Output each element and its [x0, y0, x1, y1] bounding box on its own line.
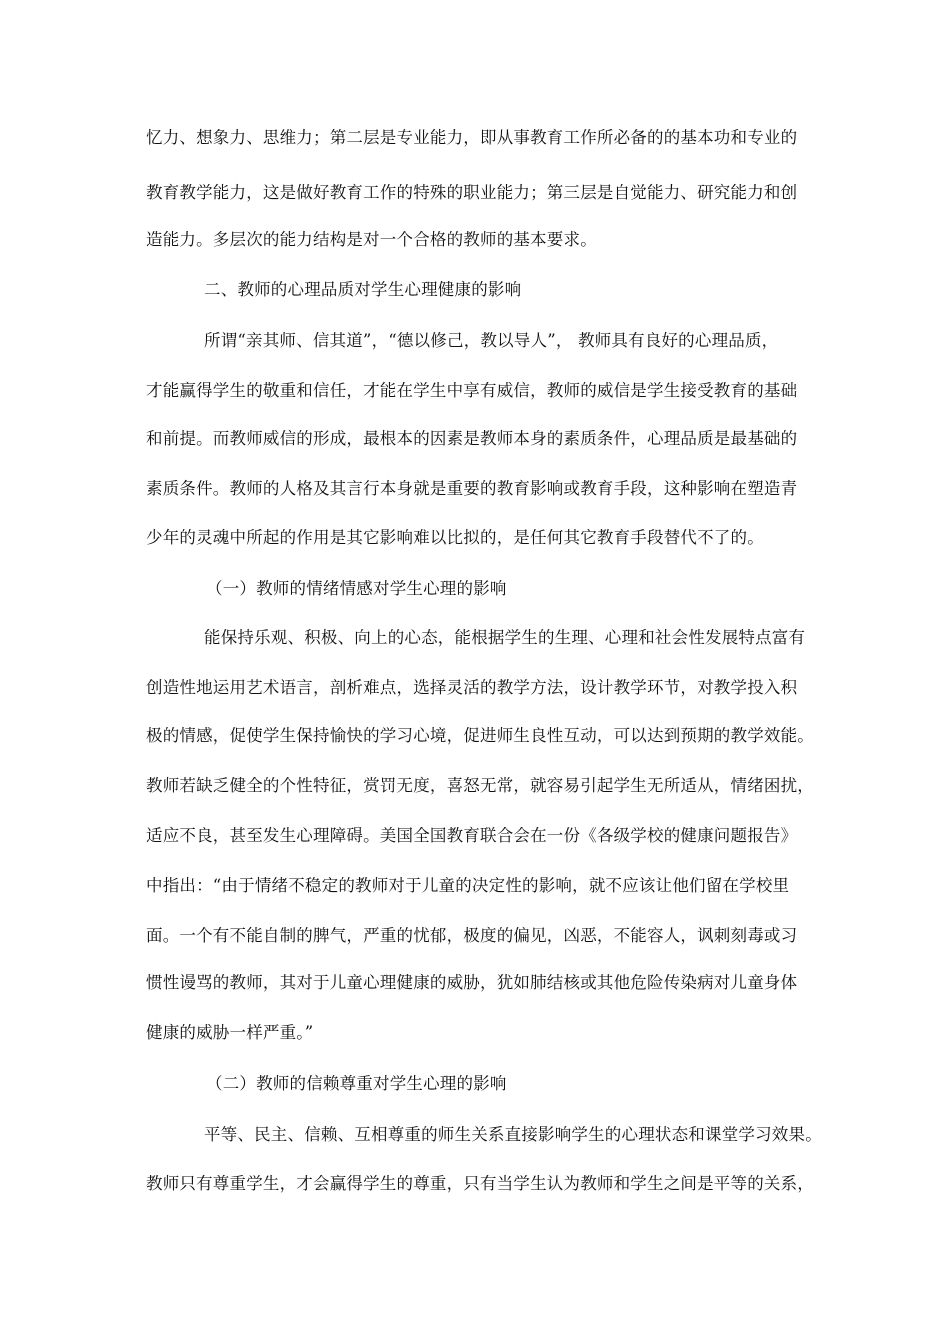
paragraph-line: 素质条件。教师的人格及其言行本身就是重要的教育影响或教育手段，这种影响在塑造青: [146, 479, 798, 498]
paragraph-line: 教育教学能力，这是做好教育工作的特殊的职业能力；第三层是自觉能力、研究能力和创: [146, 183, 798, 202]
paragraph-line: 健康的威胁一样严重。”: [146, 1023, 314, 1042]
subsection-heading: （二）教师的信赖尊重对学生心理的影响: [206, 1074, 507, 1093]
paragraph-line: 才能赢得学生的敬重和信任，才能在学生中享有威信，教师的威信是学生接受教育的基础: [146, 381, 798, 400]
paragraph-line: 惯性谩骂的教师，其对于儿童心理健康的威胁，犹如肺结核或其他危险传染病对儿童身体: [146, 973, 798, 992]
paragraph-line: 忆力、想象力、思维力；第二层是专业能力，即从事教育工作所必备的的基本功和专业的: [146, 128, 798, 147]
paragraph-line: 教师只有尊重学生，才会赢得学生的尊重，只有当学生认为教师和学生之间是平等的关系，: [146, 1174, 814, 1193]
paragraph-line: 创造性地运用艺术语言，剖析难点，选择灵活的教学方法，设计教学环节，对教学投入积: [146, 678, 798, 697]
paragraph-line: 平等、民主、信赖、互相尊重的师生关系直接影响学生的心理状态和课堂学习效果。: [204, 1125, 822, 1144]
paragraph-line: 面。一个有不能自制的脾气，严重的忧郁，极度的偏见，凶恶，不能容人，讽刺刻毒或习: [146, 926, 798, 945]
paragraph-line: 中指出：“由于情绪不稳定的教师对于儿童的决定性的影响，就不应该让他们留在学校里: [146, 876, 790, 895]
paragraph-line: 所谓“亲其师、信其道”，“德以修己，教以导人”， 教师具有良好的心理品质，: [204, 331, 779, 350]
subsection-heading: （一）教师的情绪情感对学生心理的影响: [206, 579, 507, 598]
paragraph-line: 适应不良，甚至发生心理障碍。美国全国教育联合会在一份《各级学校的健康问题报告》: [146, 826, 798, 845]
paragraph-line: 教师若缺乏健全的个性特征，赏罚无度，喜怒无常，就容易引起学生无所适从，情绪困扰，: [146, 776, 814, 795]
paragraph-line: 极的情感，促使学生保持愉快的学习心境，促进师生良性互动，可以达到预期的教学效能。: [146, 726, 814, 745]
paragraph-line: 能保持乐观、积极、向上的心态，能根据学生的生理、心理和社会性发展特点富有: [204, 628, 806, 647]
paragraph-line: 造能力。多层次的能力结构是对一个合格的教师的基本要求。: [146, 230, 597, 249]
section-heading: 二、教师的心理品质对学生心理健康的影响: [204, 280, 522, 299]
paragraph-line: 少年的灵魂中所起的作用是其它影响难以比拟的，是任何其它教育手段替代不了的。: [146, 528, 764, 547]
paragraph-line: 和前提。而教师威信的形成，最根本的因素是教师本身的素质条件，心理品质是最基础的: [146, 429, 798, 448]
